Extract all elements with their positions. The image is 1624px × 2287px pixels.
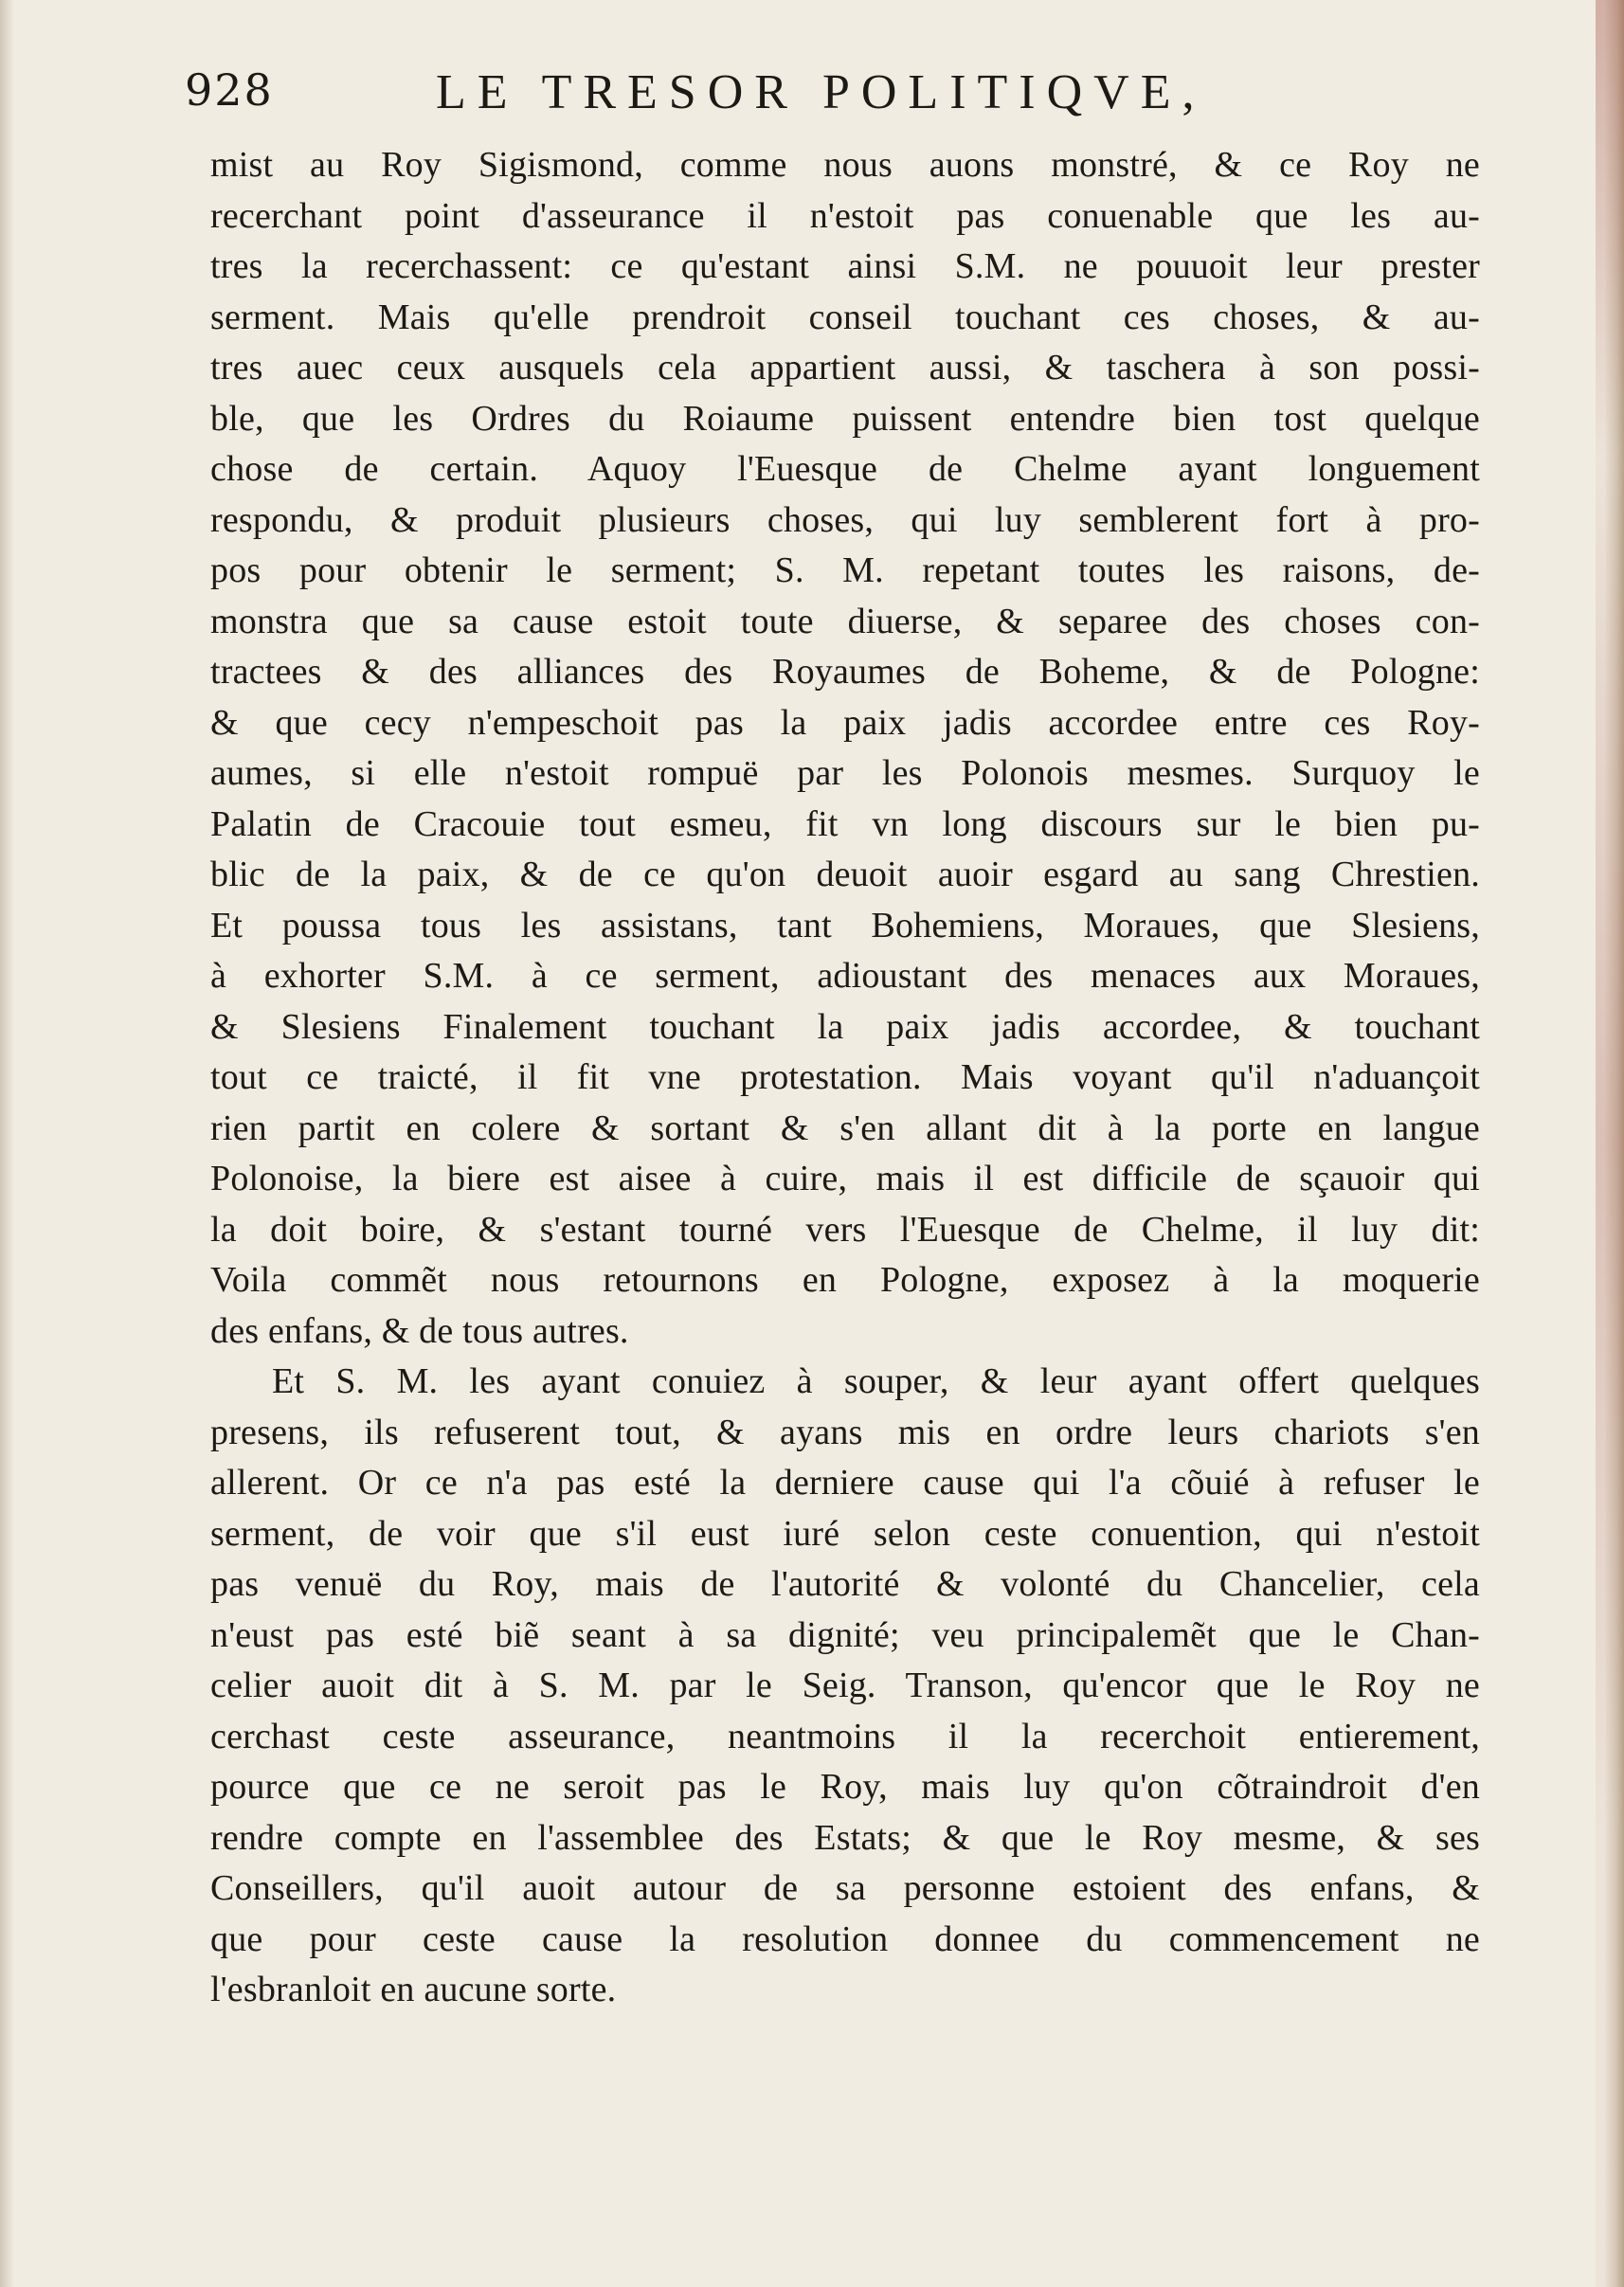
text-line: & que cecy n'empeschoit pas la paix jadis accordee entre ces Roy- — [210, 702, 1480, 743]
text-line: Et S. M. les ayant conuiez à souper, & leur ayant offert quelques — [272, 1361, 1480, 1401]
text-line: aumes, si elle n'estoit rompuë par les Polonois mesmes. Surquoy le — [210, 753, 1480, 793]
text-line: cerchast ceste asseurance, neantmoins il la recerchoit entierement, — [210, 1716, 1480, 1756]
text-line: la doit boire, & s'estant tourné vers l'Euesque de Chelme, il luy dit: — [210, 1209, 1480, 1250]
text-line: tres la recerchassent: ce qu'estant ainsi S.M. ne pouuoit leur prester — [210, 246, 1480, 286]
text-line: des enfans, & de tous autres. — [210, 1310, 629, 1351]
page-stain — [1596, 0, 1624, 2287]
running-title: LE TRESOR POLITIQVE, — [436, 65, 1206, 119]
text-line: pos pour obtenir le serment; S. M. repetant toutes les raisons, de- — [210, 550, 1480, 590]
text-line: Et poussa tous les assistans, tant Bohemiens, Moraues, que Slesiens, — [210, 905, 1480, 945]
text-line: ble, que les Ordres du Roiaume puissent entendre bien tost quelque — [210, 398, 1480, 439]
text-line: & Slesiens Finalement touchant la paix jadis accordee, & touchant — [210, 1006, 1480, 1047]
page-header — [185, 64, 1492, 121]
text-line: tractees & des alliances des Royaumes de Boheme, & de Pologne: — [210, 652, 1480, 692]
page-edge-left — [0, 0, 13, 2287]
text-line: n'eust pas esté biẽ seant à sa dignité; veu principalemẽt que le Chan- — [210, 1614, 1480, 1655]
text-line: blic de la paix, & de ce qu'on deuoit auoir esgard au sang Chrestien. — [210, 855, 1480, 894]
body-text — [210, 140, 1480, 2016]
text-line: serment. Mais qu'elle prendroit conseil touchant ces choses, & au- — [210, 297, 1480, 337]
text-line: respondu, & produit plusieurs choses, qui luy semblerent fort à pro- — [210, 499, 1480, 540]
text-line: monstra que sa cause estoit toute diuerse, & separee des choses con- — [210, 601, 1480, 641]
page-number: 928 — [185, 64, 274, 116]
text-line: mist au Roy Sigismond, comme nous auons monstré, & ce Roy ne — [210, 145, 1480, 185]
text-line: Polonoise, la biere est aisee à cuire, mais il est difficile de sçauoir qui — [210, 1159, 1480, 1198]
text-line: celier auoit dit à S. M. par le Seig. Transon, qu'encor que le Roy ne — [210, 1666, 1480, 1705]
text-line: Palatin de Cracouie tout esmeu, fit vn long discours sur le bien pu- — [210, 803, 1480, 844]
text-line: recerchant point d'asseurance il n'estoit pas conuenable que les au- — [210, 195, 1480, 236]
text-line: serment, de voir que s'il eust iuré selon ceste conuention, qui n'estoit — [210, 1513, 1480, 1554]
text-line: l'esbranloit en aucune sorte. — [210, 1970, 617, 2009]
text-line: Conseillers, qu'il auoit autour de sa personne estoient des enfans, & — [210, 1868, 1480, 1908]
text-line: Voila commẽt nous retournons en Pologne, exposez à la moquerie — [210, 1260, 1480, 1300]
text-line: allerent. Or ce n'a pas esté la derniere cause qui l'a cõuié à refuser le — [210, 1463, 1480, 1503]
text-line: tres auec ceux ausquels cela appartient aussi, & taschera à son possi- — [210, 348, 1480, 387]
text-line: à exhorter S.M. à ce serment, adioustant des menaces aux Moraues, — [210, 956, 1480, 996]
text-line: rien partit en colere & sortant & s'en allant dit à la porte en langue — [210, 1107, 1480, 1148]
text-line: tout ce traicté, il fit vne protestation. Mais voyant qu'il n'aduançoit — [210, 1057, 1480, 1097]
text-line: presens, ils refuserent tout, & ayans mis en ordre leurs chariots s'en — [210, 1412, 1480, 1452]
text-line: que pour ceste cause la resolution donnee du commencement ne — [210, 1918, 1480, 1959]
text-line: pas venuë du Roy, mais de l'autorité & volonté du Chancelier, cela — [210, 1564, 1480, 1604]
text-line: pource que ce ne seroit pas le Roy, mais luy qu'on cõtraindroit d'en — [210, 1767, 1480, 1807]
text-line: chose de certain. Aquoy l'Euesque de Chelme ayant longuement — [210, 449, 1480, 489]
text-line: rendre compte en l'assemblee des Estats; & que le Roy mesme, & ses — [210, 1817, 1480, 1858]
